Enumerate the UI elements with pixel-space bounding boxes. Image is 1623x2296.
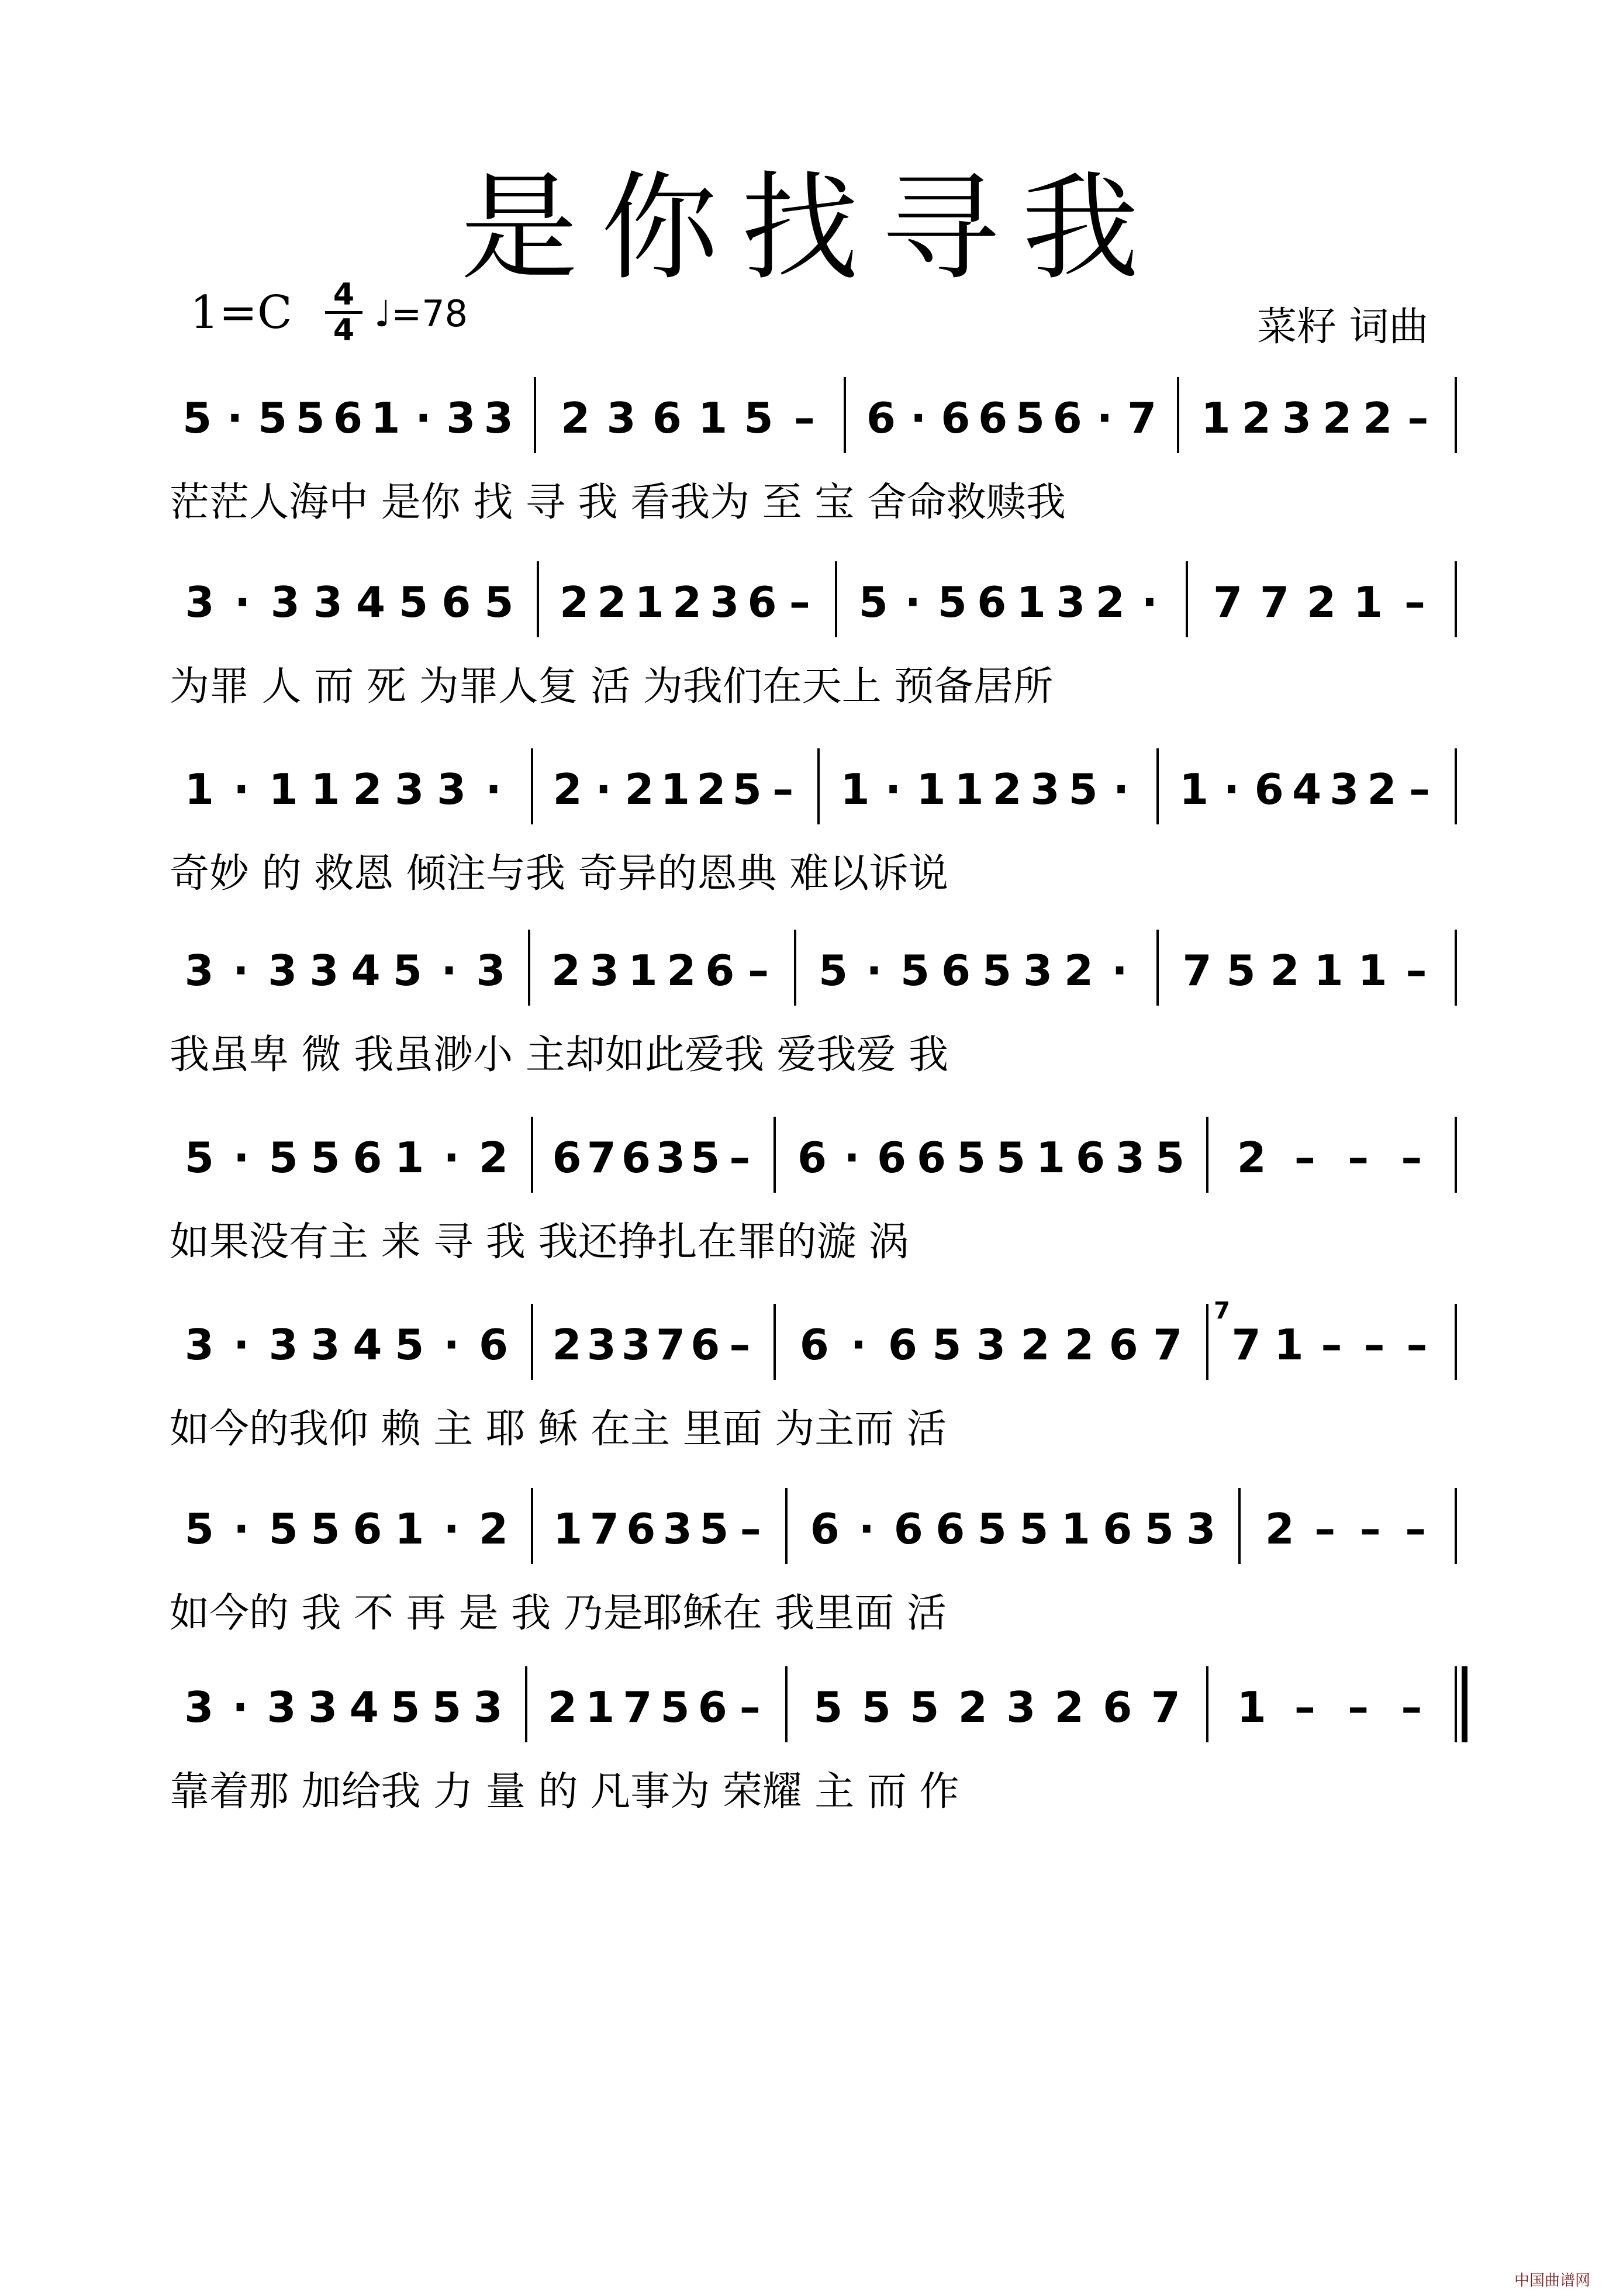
dash-note: –	[729, 1320, 751, 1369]
jianpu-note: 3	[1023, 946, 1053, 995]
key-signature: 1=C	[190, 286, 292, 339]
dash-note: –	[1408, 765, 1430, 814]
jianpu-note: 5	[1068, 765, 1098, 814]
jianpu-note: 3	[1006, 1683, 1036, 1732]
jianpu-note: 5	[858, 578, 888, 627]
dash-note: –	[793, 393, 815, 443]
jianpu-note: 5	[910, 1683, 940, 1732]
jianpu-note: 5	[699, 1504, 729, 1553]
jianpu-note: 2	[624, 765, 654, 814]
jianpu-note: 1	[585, 1683, 615, 1732]
jianpu-note: 1	[395, 1504, 424, 1553]
dash-note: –	[748, 946, 769, 995]
jianpu-note: ·	[844, 1133, 860, 1182]
jianpu-note: 1	[1201, 393, 1231, 443]
jianpu-note: 5	[1019, 1504, 1049, 1553]
dash-note: –	[739, 1683, 761, 1732]
jianpu-note: 2	[958, 1683, 987, 1732]
jianpu-note: ·	[904, 578, 921, 627]
jianpu-note: 2	[1367, 765, 1397, 814]
dash-note: –	[729, 1133, 751, 1182]
jianpu-note: 1	[628, 946, 658, 995]
jianpu-note: 2	[1063, 946, 1094, 995]
jianpu-note: 7	[623, 1683, 652, 1732]
jianpu-note: ·	[233, 765, 250, 814]
jianpu-note: 2	[479, 1133, 509, 1182]
jianpu-note: 3	[476, 946, 506, 995]
jianpu-note: 5	[182, 393, 212, 443]
jianpu-note: 6	[697, 1683, 727, 1732]
jianpu-note: 2	[992, 765, 1022, 814]
jianpu-note: 5	[932, 1320, 962, 1369]
jianpu-note: 6	[1254, 765, 1284, 814]
jianpu-note: 1	[1353, 578, 1383, 627]
jianpu-note: 5	[956, 1133, 986, 1182]
jianpu-note: ·	[441, 946, 457, 995]
jianpu-note: 3	[1186, 1504, 1216, 1553]
jianpu-note: 6	[935, 1504, 965, 1553]
jianpu-note: 5	[937, 578, 967, 627]
dash-note: –	[1348, 1683, 1369, 1732]
jianpu-note: 5	[813, 1683, 843, 1732]
dash-note: –	[1348, 1133, 1369, 1182]
jianpu-note: ·	[233, 1504, 250, 1553]
jianpu-note: 5	[399, 578, 429, 627]
jianpu-note: 6	[626, 1504, 656, 1553]
jianpu-note: 2	[1270, 946, 1300, 995]
jianpu-note: 3	[484, 393, 513, 443]
jianpu-note: 1	[634, 578, 664, 627]
jianpu-note: ·	[850, 1320, 867, 1369]
jianpu-note: 1	[395, 1133, 424, 1182]
jianpu-note: ·	[233, 946, 249, 995]
jianpu-note: 7	[1151, 1683, 1180, 1732]
jianpu-note: 2	[561, 393, 591, 443]
jianpu-note: 3	[184, 946, 214, 995]
jianpu-note: 7	[656, 1320, 686, 1369]
jianpu-note: 5	[660, 1683, 690, 1732]
dash-note: –	[1359, 1504, 1381, 1553]
jianpu-note: 7	[1259, 578, 1290, 627]
dash-note: –	[1405, 1504, 1427, 1553]
jianpu-note: ·	[233, 1320, 250, 1369]
jianpu-note: 5	[268, 1133, 298, 1182]
jianpu-note: 3	[1030, 765, 1060, 814]
dash-note: –	[740, 1504, 761, 1553]
jianpu-note: 1	[660, 765, 690, 814]
jianpu-note: 6	[1103, 1683, 1132, 1732]
dash-note: –	[1314, 1504, 1336, 1553]
jianpu-note: ·	[595, 765, 612, 814]
jianpu-note: 5	[1155, 1133, 1185, 1182]
jianpu-note: 6	[888, 1320, 917, 1369]
jianpu-note: 2	[1265, 1504, 1294, 1553]
jianpu-note: 2	[552, 1320, 582, 1369]
jianpu-note: 1	[698, 393, 728, 443]
jianpu-note: ·	[232, 1683, 248, 1732]
jianpu-note: 2	[1020, 1320, 1050, 1369]
jianpu-note: 2	[548, 1683, 578, 1732]
jianpu-note: 2	[1241, 393, 1271, 443]
jianpu-note: 1	[1016, 578, 1046, 627]
grace-note: 7	[1214, 1297, 1230, 1324]
jianpu-note: 6	[977, 578, 1007, 627]
jianpu-note: 3	[1330, 765, 1359, 814]
jianpu-note: ·	[910, 393, 927, 443]
jianpu-note: 5	[818, 946, 848, 995]
jianpu-note: 6	[1109, 1320, 1138, 1369]
jianpu-note: 2	[353, 765, 382, 814]
time-signature-bottom: 4	[333, 313, 355, 348]
jianpu-note: 5	[732, 765, 762, 814]
jianpu-note: 3	[1115, 1133, 1145, 1182]
jianpu-note: 3	[184, 1320, 214, 1369]
jianpu-note: ·	[485, 765, 502, 814]
dash-note: –	[1401, 1683, 1422, 1732]
jianpu-note: 1	[1035, 1133, 1066, 1182]
jianpu-note: ·	[1111, 946, 1128, 995]
jianpu-note: ·	[1113, 765, 1130, 814]
jianpu-note: 2	[1237, 1133, 1266, 1182]
lyric-line: 如果没有主 来 寻 我 我还挣扎在罪的漩 涡	[170, 1219, 909, 1265]
jianpu-note: 5	[268, 1504, 298, 1553]
dash-note: –	[1406, 1320, 1428, 1369]
jianpu-note: 6	[916, 1133, 947, 1182]
jianpu-note: 2	[560, 578, 589, 627]
jianpu-note: 2	[1322, 393, 1352, 443]
lyric-line: 茫茫人海中 是你 找 寻 我 看我为 至 宝 舍命救赎我	[170, 479, 1066, 526]
jianpu-note: 3	[606, 393, 636, 443]
jianpu-note: 3	[710, 578, 740, 627]
jianpu-note: 3	[267, 1683, 296, 1732]
dash-note: –	[1294, 1133, 1315, 1182]
jianpu-note: 7	[589, 1504, 619, 1553]
lyric-line: 靠着那 加给我 力 量 的 凡事为 荣耀 主 而 作	[170, 1769, 959, 1815]
jianpu-note: 6	[690, 1320, 720, 1369]
jianpu-note: 3	[621, 1320, 651, 1369]
jianpu-note: 3	[473, 1683, 503, 1732]
jianpu-note: 1	[840, 765, 870, 814]
jianpu-note: 3	[437, 765, 467, 814]
jianpu-note: 2	[1306, 578, 1337, 627]
lyric-line: 为罪 人 而 死 为罪人复 活 为我们在天上 预备居所	[170, 664, 1054, 710]
jianpu-note: 7	[1153, 1320, 1183, 1369]
jianpu-note: 6	[705, 946, 735, 995]
jianpu-note: 6	[552, 1133, 582, 1182]
jianpu-note: 3	[662, 1504, 692, 1553]
jianpu-note: ·	[858, 1504, 875, 1553]
jianpu-note: 5	[395, 1320, 424, 1369]
jianpu-note: ·	[1223, 765, 1240, 814]
dash-note: –	[1401, 1133, 1422, 1182]
jianpu-note: 6	[441, 578, 471, 627]
lyric-line: 如今的我仰 赖 主 耶 稣 在主 里面 为主而 活	[170, 1406, 947, 1452]
jianpu-note: 2	[1363, 393, 1393, 443]
dash-note: –	[789, 578, 810, 627]
dash-note: –	[1363, 1320, 1385, 1369]
jianpu-note: 3	[586, 1320, 616, 1369]
jianpu-note: 3	[268, 1320, 298, 1369]
jianpu-note: 2	[479, 1504, 509, 1553]
jianpu-note: 5	[1015, 393, 1045, 443]
jianpu-note: 3	[184, 1683, 214, 1732]
jianpu-note: 5	[258, 393, 288, 443]
lyric-line: 如今的 我 不 再 是 我 乃是耶稣在 我里面 活	[170, 1590, 947, 1636]
jianpu-note: 1	[1314, 946, 1344, 995]
lyric-line: 奇妙 的 救恩 倾注与我 奇异的恩典 难以诉说	[170, 851, 949, 897]
jianpu-note: 6	[333, 393, 363, 443]
jianpu-note: 2	[552, 765, 582, 814]
jianpu-note: 6	[978, 393, 1008, 443]
jianpu-note: 3	[1056, 578, 1086, 627]
jianpu-note: ·	[443, 1320, 460, 1369]
jianpu-note: ·	[1096, 393, 1113, 443]
jianpu-note: 7	[1231, 1320, 1261, 1369]
jianpu-note: 6	[893, 1504, 923, 1553]
dash-note: –	[1404, 578, 1425, 627]
tempo-marking: ♩=78	[374, 292, 468, 335]
jianpu-note: 7	[1127, 393, 1157, 443]
jianpu-note: 1	[268, 765, 298, 814]
jianpu-note: 3	[1282, 393, 1311, 443]
jianpu-note: 5	[1226, 946, 1256, 995]
jianpu-note: 5	[184, 1133, 214, 1182]
jianpu-note: 5	[184, 1504, 214, 1553]
dash-note: –	[1406, 946, 1427, 995]
jianpu-note: 3	[589, 946, 619, 995]
jianpu-note: 3	[313, 578, 343, 627]
jianpu-note: 6	[621, 1133, 651, 1182]
jianpu-note: 5	[391, 1683, 420, 1732]
jianpu-note: ·	[443, 1133, 460, 1182]
jianpu-note: 6	[941, 393, 971, 443]
jianpu-note: 3	[395, 765, 424, 814]
jianpu-note: 1	[184, 765, 214, 814]
jianpu-note: 6	[1075, 1133, 1106, 1182]
jianpu-note: 2	[1065, 1320, 1094, 1369]
jianpu-note: 5	[861, 1683, 891, 1732]
jianpu-note: 3	[268, 946, 298, 995]
jianpu-note: 1	[1061, 1504, 1090, 1553]
time-signature-top: 4	[333, 277, 355, 312]
jianpu-note: 4	[351, 946, 381, 995]
composer-credit: 菜籽 词曲	[1257, 304, 1429, 350]
jianpu-note: 4	[349, 1683, 379, 1732]
jianpu-note: 6	[797, 1133, 827, 1182]
jianpu-note: ·	[233, 1133, 250, 1182]
jianpu-note: 6	[747, 578, 777, 627]
jianpu-note: 1	[310, 765, 340, 814]
song-title: 是你找寻我	[460, 160, 1162, 296]
jianpu-note: 5	[310, 1504, 340, 1553]
jianpu-note: 6	[353, 1504, 382, 1553]
jianpu-note: 3	[270, 578, 300, 627]
jianpu-note: ·	[1141, 578, 1158, 627]
jianpu-note: 5	[295, 393, 325, 443]
jianpu-note: ·	[415, 393, 431, 443]
jianpu-note: 1	[1179, 765, 1209, 814]
jianpu-note: 5	[1144, 1504, 1174, 1553]
dash-note: –	[1321, 1320, 1342, 1369]
jianpu-note: 7	[586, 1133, 616, 1182]
jianpu-note: 6	[799, 1320, 829, 1369]
dash-note: –	[1294, 1683, 1315, 1732]
jianpu-note: 1	[1274, 1320, 1304, 1369]
jianpu-note: 3	[308, 1683, 338, 1732]
dash-note: –	[1407, 393, 1429, 443]
jianpu-note: ·	[443, 1504, 460, 1553]
jianpu-note: 1	[1237, 1683, 1266, 1732]
jianpu-note: 5	[744, 393, 773, 443]
jianpu-note: 4	[356, 578, 386, 627]
jianpu-note: 3	[309, 946, 339, 995]
jianpu-note: 4	[1292, 765, 1322, 814]
jianpu-note: 2	[597, 578, 627, 627]
jianpu-note: 5	[310, 1133, 340, 1182]
jianpu-note: 5	[432, 1683, 462, 1732]
watermark: 中国曲谱网	[1514, 2272, 1591, 2290]
jianpu-note: 6	[1052, 393, 1082, 443]
jianpu-note: 4	[353, 1320, 382, 1369]
jianpu-note: 6	[876, 1133, 907, 1182]
jianpu-note: 5	[900, 946, 930, 995]
jianpu-note: 2	[696, 765, 726, 814]
jianpu-note: 2	[667, 946, 696, 995]
jianpu-note: ·	[234, 578, 251, 627]
jianpu-note: 2	[672, 578, 702, 627]
jianpu-note: 6	[1103, 1504, 1132, 1553]
jianpu-note: 2	[1095, 578, 1125, 627]
jianpu-note: 5	[977, 1504, 1007, 1553]
jianpu-note: ·	[226, 393, 243, 443]
jianpu-note: 6	[353, 1133, 382, 1182]
jianpu-note: 2	[1054, 1683, 1084, 1732]
jianpu-note: 5	[690, 1133, 720, 1182]
lyric-line: 我虽卑 微 我虽渺小 主却如此爱我 爱我爱 我	[170, 1032, 949, 1078]
jianpu-note: 6	[810, 1504, 840, 1553]
jianpu-note: 6	[941, 946, 971, 995]
jianpu-note: 3	[656, 1133, 686, 1182]
jianpu-note: 2	[551, 946, 581, 995]
jianpu-note: 7	[1213, 578, 1243, 627]
jianpu-note: 6	[866, 393, 896, 443]
jianpu-note: 5	[392, 946, 422, 995]
jianpu-note: 3	[446, 393, 476, 443]
jianpu-note: 3	[185, 578, 215, 627]
jianpu-note: 1	[371, 393, 400, 443]
jianpu-note: 1	[916, 765, 946, 814]
jianpu-note: 5	[484, 578, 514, 627]
jianpu-note: 5	[996, 1133, 1026, 1182]
jianpu-note: 1	[553, 1504, 583, 1553]
jianpu-note: 6	[652, 393, 682, 443]
jianpu-note: 3	[976, 1320, 1006, 1369]
jianpu-note: ·	[866, 946, 882, 995]
jianpu-note: ·	[885, 765, 902, 814]
jianpu-note: 6	[479, 1320, 509, 1369]
jianpu-note: 3	[310, 1320, 340, 1369]
dash-note: –	[772, 765, 794, 814]
jianpu-note: 1	[1358, 946, 1387, 995]
jianpu-note: 5	[982, 946, 1012, 995]
jianpu-note: 1	[954, 765, 984, 814]
jianpu-note: 7	[1182, 946, 1212, 995]
